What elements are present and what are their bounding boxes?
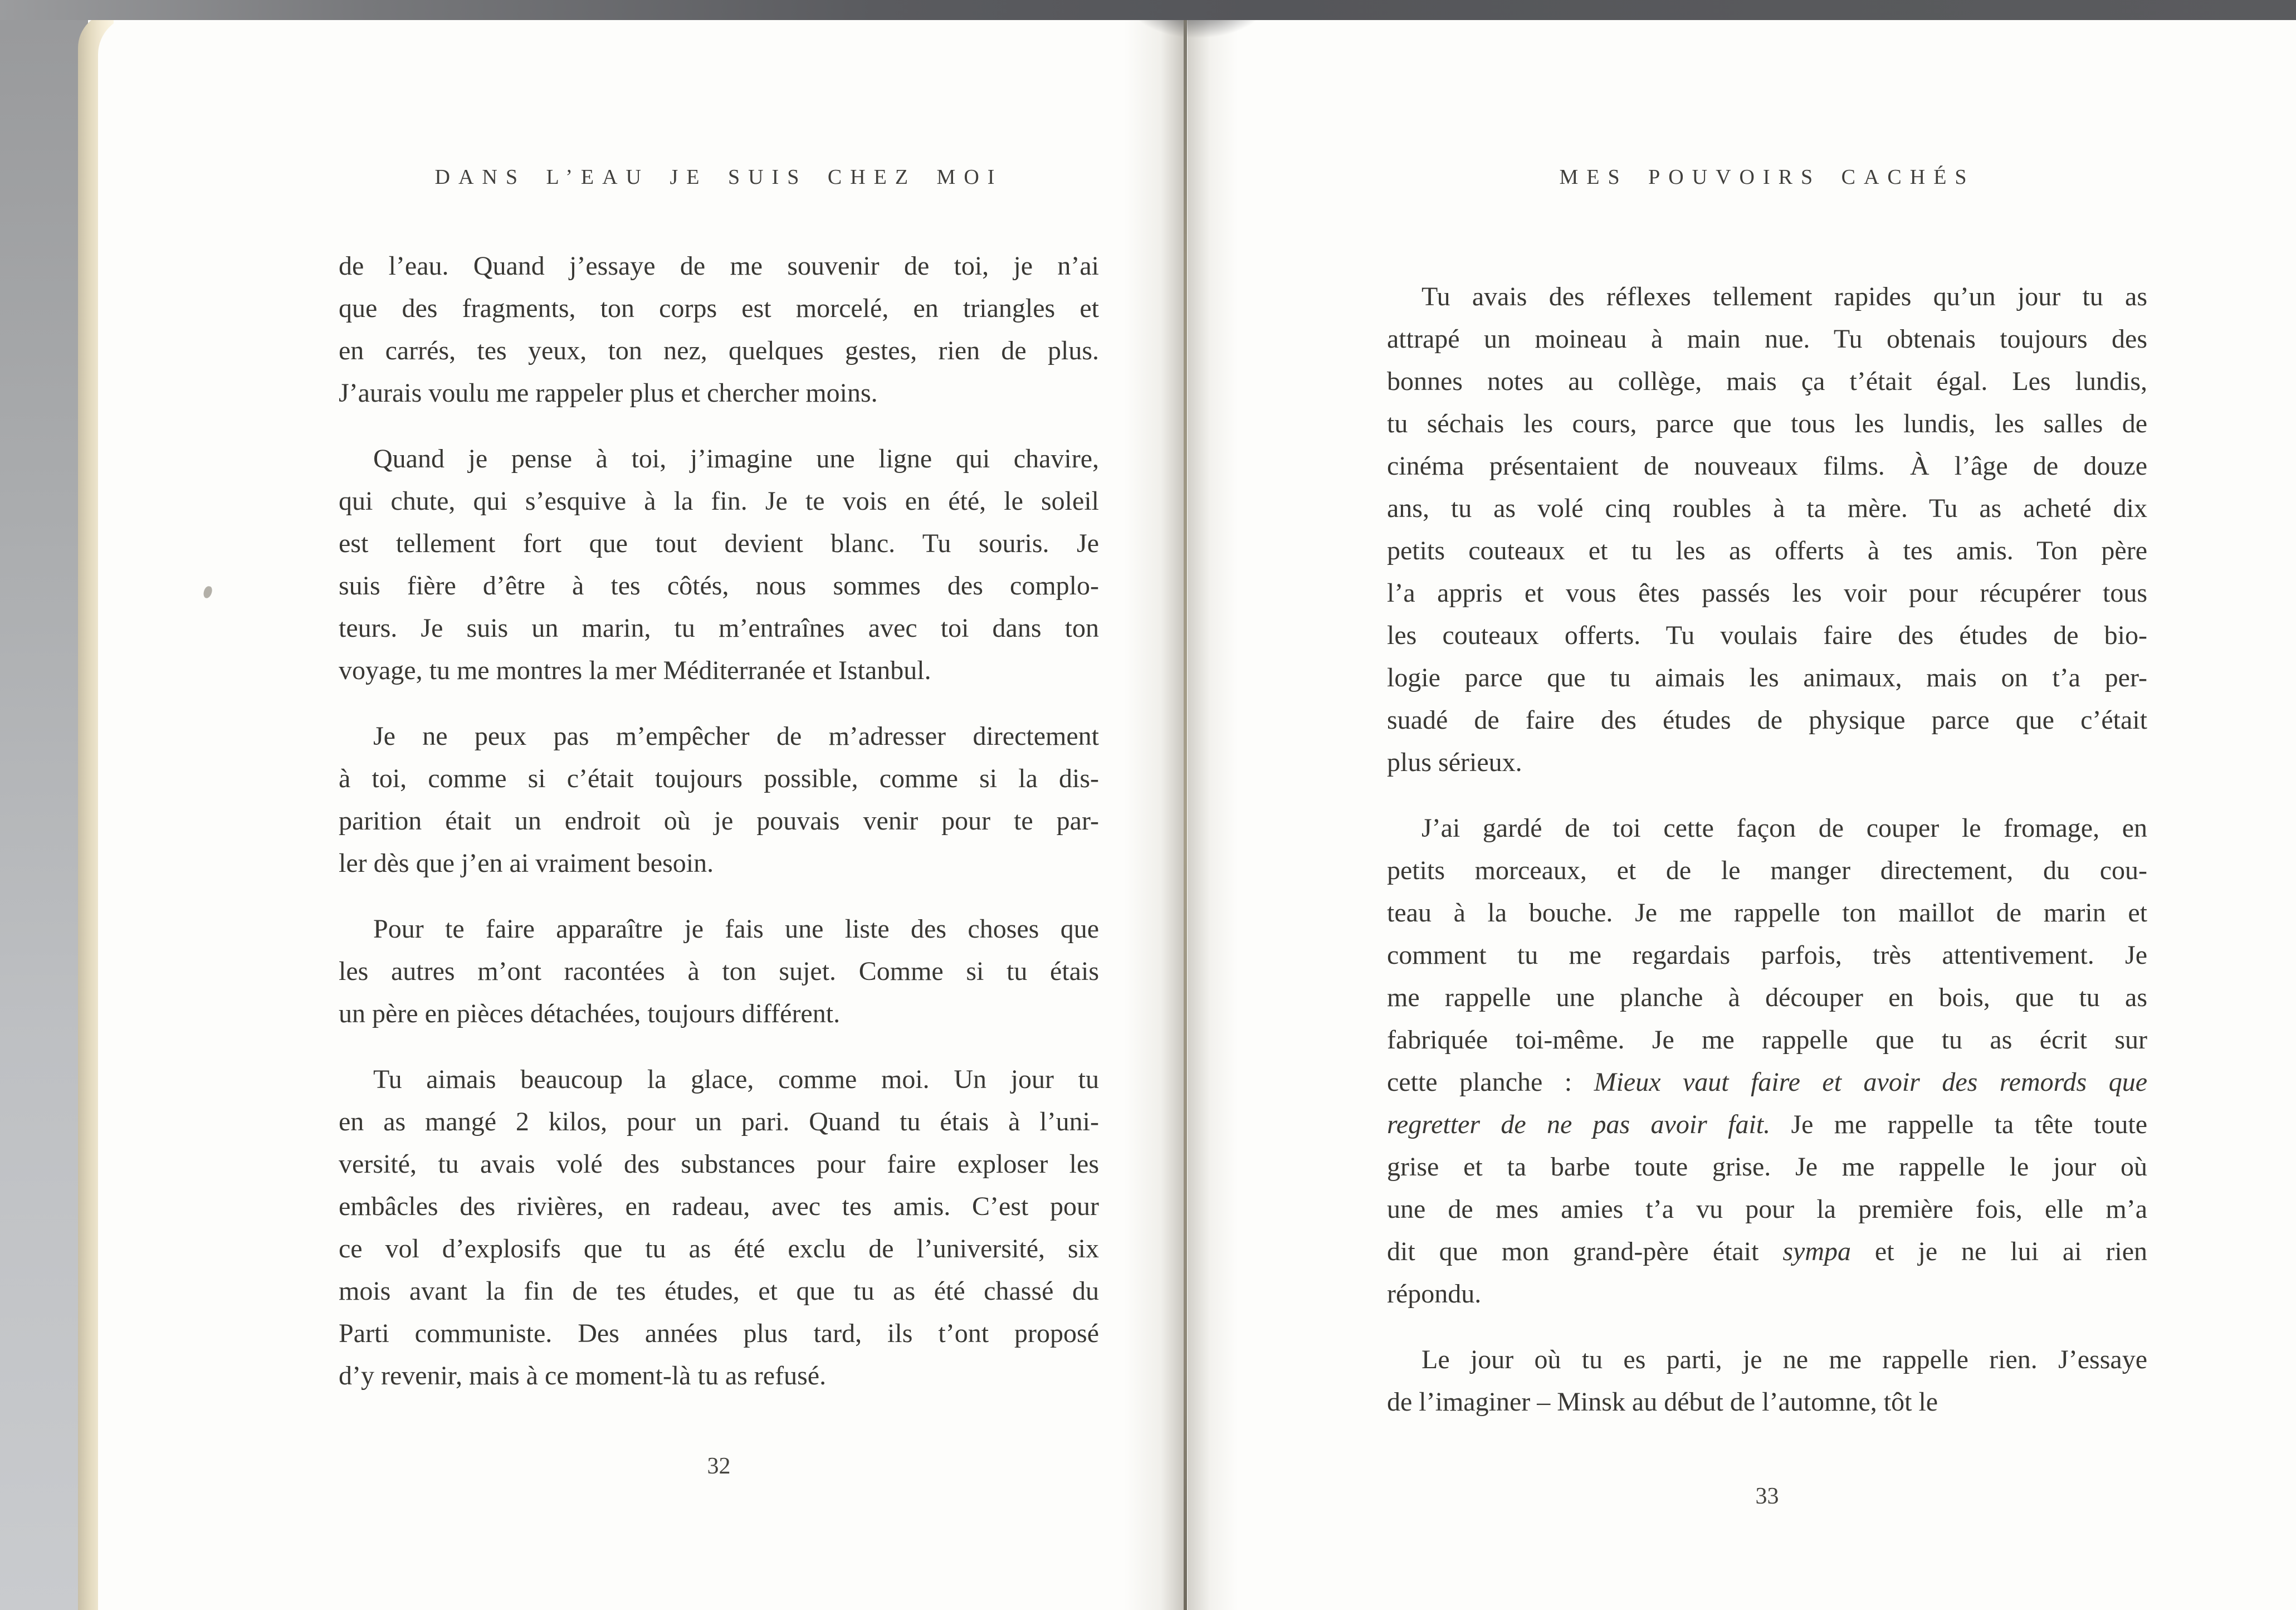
text-line [1387,1104,2147,1146]
text-segment: suadé de faire des études de physique parce que c’était [1387,705,2147,735]
text-line [339,287,1099,330]
text-segment: logie parce que tu aimais les animaux, mais on t’a per- [1387,663,2147,692]
text-line [339,1270,1099,1313]
text-segment: ans, tu as volé cinq roubles à ta mère. Tu as acheté dix [1387,494,2147,523]
text-segment: répondu. [1387,1279,1482,1309]
text-line [339,565,1099,607]
running-header-left: DANS L’EAU JE SUIS CHEZ MOI [434,165,1003,189]
text-segment: bonnes notes au collège, mais ça t’était égal. Les lundis, [1387,367,2147,396]
text-line [1387,1188,2147,1231]
text-line [1387,572,2147,614]
italic-text-segment: regretter de ne pas avoir fait. [1387,1110,1771,1139]
text-segment: voyage, tu me montres la mer Méditerranée et Istanbul. [339,656,931,685]
paragraph [339,908,1099,1035]
text-segment: Tu avais des réflexes tellement rapides qu’un jour tu as [1421,282,2147,311]
scanner-top-edge [0,0,2296,20]
text-line [1387,1146,2147,1188]
text-segment: fabriquée toi-même. Je me rappelle que tu as écrit sur [1387,1025,2147,1055]
text-line [1387,1273,2147,1315]
text-segment: attrapé un moineau à main nue. Tu obtenais toujours des [1387,324,2147,354]
text-line [1387,741,2147,784]
text-line [339,993,1099,1035]
text-segment: de l’eau. Quand j’essaye de me souvenir de toi, je n’ai [339,251,1099,281]
text-line [1387,699,2147,741]
text-segment: les autres m’ont racontées à ton sujet. Comme si tu étais [339,957,1099,986]
text-segment: teau à la bouche. Je me rappelle ton maillot de marin et [1387,898,2147,928]
text-line [1387,1061,2147,1104]
text-segment: l’a appris et vous êtes passés les voir pour récupérer tous [1387,578,2147,608]
paragraph [1387,276,2147,784]
text-line [1387,1381,2147,1423]
text-line [339,1101,1099,1143]
italic-text-segment: sympa [1782,1237,1852,1266]
text-segment: les couteaux offerts. Tu voulais faire des études de bio- [1387,621,2147,650]
text-segment: un père en pièces détachées, toujours différent. [339,999,841,1028]
text-segment: petits couteaux et tu les as offerts à tes amis. Ton père [1387,536,2147,565]
text-line [339,330,1099,372]
text-segment: suis fière d’être à tes côtés, nous sommes des complo- [339,571,1099,601]
text-line [1387,807,2147,850]
italic-text-segment: Mieux vaut faire et avoir des remords que [1594,1067,2147,1097]
text-segment: d’y revenir, mais à ce moment-là tu as refusé. [339,1361,827,1391]
text-line [339,1058,1099,1101]
left-text-column [339,245,1099,1397]
text-segment: versité, tu avais volé des substances pour faire exploser les [339,1149,1099,1179]
text-line [339,758,1099,800]
scanner-background-left [0,0,88,1610]
text-segment: Le jour où tu es parti, je ne me rappelle rien. J’essaye [1421,1345,2147,1374]
text-segment: ler dès que j’en ai vraiment besoin. [339,848,714,878]
paragraph [339,1058,1099,1397]
text-segment: teurs. Je suis un marin, tu m’entraînes avec toi dans ton [339,613,1099,643]
text-segment: grise et ta barbe toute grise. Je me rappelle le jour où [1387,1152,2147,1182]
text-line [1387,487,2147,530]
paragraph [339,245,1099,414]
text-line [339,950,1099,993]
text-line [339,908,1099,950]
text-line [1387,657,2147,699]
text-segment: en as mangé 2 kilos, pour un pari. Quand tu étais à l’uni- [339,1107,1099,1136]
text-segment: embâcles des rivières, en radeau, avec tes amis. C’est pour [339,1192,1099,1221]
text-line [1387,850,2147,892]
text-line [1387,1231,2147,1273]
text-line [339,1185,1099,1228]
text-segment: et je ne lui ai rien [1851,1237,2148,1266]
text-line [339,438,1099,480]
text-segment: plus sérieux. [1387,748,1522,777]
text-segment: à toi, comme si c’était toujours possible, comme si la dis- [339,764,1099,793]
text-segment: J’aurais voulu me rappeler plus et chercher moins. [339,378,878,408]
text-line [339,800,1099,842]
text-segment: une de mes amies t’a vu pour la première fois, elle m’a [1387,1194,2147,1224]
text-line [1387,892,2147,934]
text-line [1387,445,2147,487]
left-page [98,16,1185,1610]
text-segment: me rappelle une planche à découper en bois, que tu as [1387,983,2147,1012]
page-number-left: 32 [707,1453,731,1479]
page-number-right: 33 [1755,1484,1779,1509]
text-line [339,1228,1099,1270]
text-segment: Quand je pense à toi, j’imagine une ligne qui chavire, [373,444,1099,474]
text-line [1387,530,2147,572]
right-text-column [1387,276,2147,1423]
text-segment: que des fragments, ton corps est morcelé, en triangles et [339,294,1099,323]
text-line [1387,1019,2147,1061]
gutter-shadow-right [1188,19,1238,1610]
gutter-seam [1184,17,1187,1610]
gutter-shadow-left [1124,16,1185,1610]
paragraph [339,715,1099,885]
text-segment: comment tu me regardais parfois, très attentivement. Je [1387,940,2147,970]
text-line [1387,934,2147,977]
text-line [1387,977,2147,1019]
text-segment: mois avant la fin de tes études, et que tu as été chassé du [339,1276,1099,1306]
text-line [339,607,1099,650]
text-line [339,1313,1099,1355]
text-segment: cinéma présentaient de nouveaux films. À l’âge de douze [1387,451,2147,481]
text-segment: qui chute, qui s’esquive à la fin. Je te vois en été, le soleil [339,486,1099,516]
text-segment: ce vol d’explosifs que tu as été exclu de l’université, six [339,1234,1099,1263]
text-line [339,245,1099,287]
text-segment: J’ai gardé de toi cette façon de couper le fromage, en [1421,813,2147,843]
text-line [1387,360,2147,403]
paragraph [339,438,1099,692]
text-line [339,1355,1099,1397]
text-segment: Parti communiste. Des années plus tard, ils t’ont proposé [339,1319,1099,1348]
text-line [339,480,1099,523]
text-segment: Je me rappelle ta tête toute [1770,1110,2148,1139]
text-segment: parition était un endroit où je pouvais venir pour te par- [339,806,1099,836]
text-segment: Pour te faire apparaître je fais une liste des choses que [373,914,1099,944]
text-line [339,715,1099,758]
text-segment: Tu aimais beaucoup la glace, comme moi. Un jour tu [373,1065,1099,1094]
running-header-right: MES POUVOIRS CACHÉS [1559,165,1975,189]
paragraph [1387,807,2147,1315]
text-line [1387,276,2147,318]
text-line [1387,318,2147,360]
text-segment: dit que mon grand-père était [1387,1237,1783,1266]
text-segment: petits morceaux, et de le manger directement, du cou- [1387,856,2147,885]
text-line [339,372,1099,414]
text-segment: cette planche : [1387,1067,1594,1097]
text-line [339,523,1099,565]
text-segment: en carrés, tes yeux, ton nez, quelques gestes, rien de plus. [339,336,1099,365]
text-line [1387,403,2147,445]
text-segment: est tellement fort que tout devient blanc. Tu souris. Je [339,529,1099,558]
text-segment: tu séchais les cours, parce que tous les lundis, les salles de [1387,409,2147,438]
text-line [1387,614,2147,657]
paragraph [1387,1339,2147,1423]
right-page [1188,19,2296,1610]
text-line [339,842,1099,885]
text-line [339,650,1099,692]
text-line [1387,1339,2147,1381]
text-segment: Je ne peux pas m’empêcher de m’adresser directement [373,721,1099,751]
text-segment: de l’imaginer – Minsk au début de l’automne, tôt le [1387,1387,1938,1417]
text-line [339,1143,1099,1185]
